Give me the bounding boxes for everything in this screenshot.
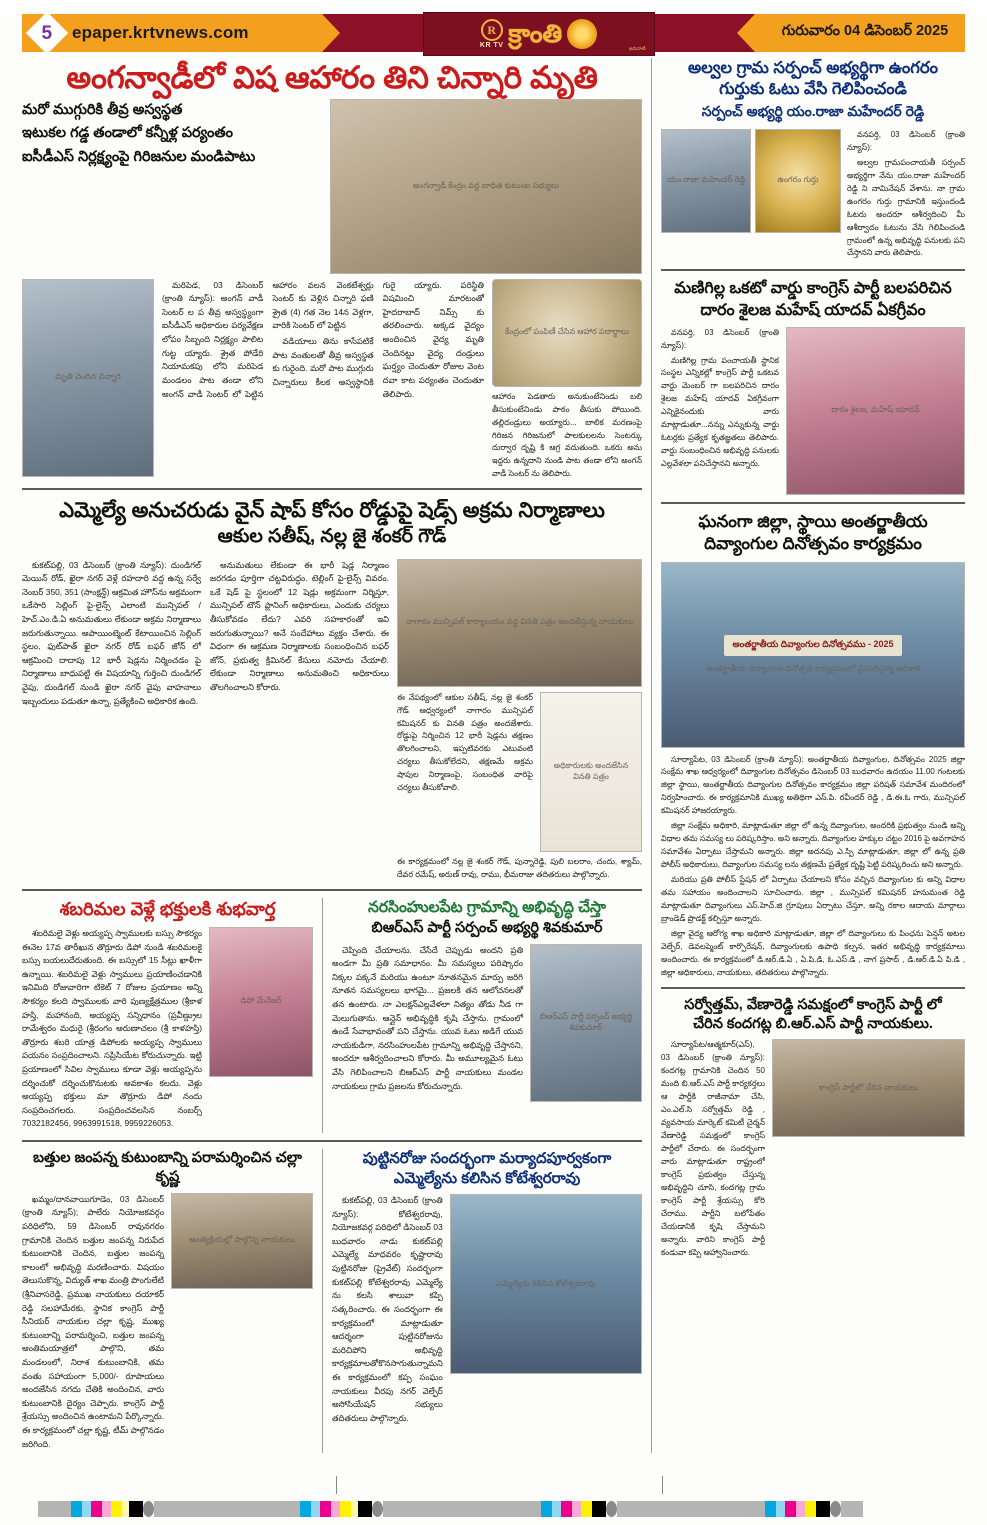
crop-mark-left — [336, 1476, 337, 1494]
manigilla-photo — [786, 327, 965, 495]
manigilla-body-text: మణిగిల్ల గ్రామ పంచాయతీ స్థానిక సంస్థల ఎన్నికల్లో కాంగ్రెస్ పార్టీ ఒకటవ వార్డు మెంబర్ గా బలపరిచిన దారం శైలజ మహేష్ యాదవ్ ఏకగ్రీవంగా ఎన్నికైనందుకు వారు మాట్లాడుతూ...నన్ను ఎన్నుకున్న వార్డు ఓటర్లకు ప్రత్యేక కృతజ్ఞతలు తెలిపారు. వార్డు సంబంధించిన అభివృద్ధి పనులకు ఎల్లవేళలా పనిచేస్తానని అన్నారు. — [661, 355, 779, 469]
story-manigilla — [661, 278, 965, 494]
krtv-logo-label: KR TV — [479, 42, 504, 49]
sabarimala-body: శబరిమలై వెళ్లు అయ్యప్ప స్వాములకు బస్సు సౌకర్యం ఈనెల 17వ తారీఖున తొర్రూరు డిపో నుండి శబరిమలకై బస్సు బయలుదేరుతుంది. ఈ బస్సులో 15 సీట్లు ఖాళీగా ఉన్నాయి. శబరిమలై వెళ్లు స్వాములు ప్రయాణించడానికి ఇనిమిది రోజువారిగా టికెట్ 7 రోజుల ప్రయాణం అన్ని సౌకర్యం కలది స్వాములకు వారి పుణ్యక్షేత్రముల (శ్రీకాళ హస్తి, మహానంది, అయ్యప్ప సన్నిధానం (ప్రవీణ్ద్రుల రామేశ్వరం మధురై (శ్రీరంగం అరుణాచలం (శ్రీ కాళహస్తి) తొర్రూరు శబరి యాత్ర డిపోలకు అయ్యప్ప స్వాములు పయనం సంప్రదించాలని. సప్రిసియేట కోరుచున్నారు. ఇట్టి ప్రయాణంలో సివిల స్వాములు కూడా వెళ్లు అయ్యప్పను దర్శించుకో దర్శించుకొనుటకు అవకాశం కలదు. వెళ్లు అయ్యప్ప భక్తులు మా తొర్రూరు డిపో నందు సంప్రదించగలరు. సంప్రదించవలసిన నంబర్స్ 7032182456, 9963991518, 9959226053. — [22, 927, 202, 1129]
lead-body-text — [162, 279, 484, 477]
challa-body: ఖమ్మం/దానవాయిగూడెం, 03 డిసెంబర్ (క్రాంతి న్యూస్); పాలేరు నియోజకవర్గం పరిధిలోని, 59 డిసెంబర్ రావునగరం గ్రామానికి చెందిన బత్తుల జంపన్న నిరుపేద కుటుంబానికి చెందిన, బత్తుల జంపన్న కాలంలో అభివృద్ధి మరణించారు. విషయం తెలుసుకొన్న, విద్యుత్ శాఖ మంత్రి పొంగులేటి (శ్రీనివాసరెడ్డి, ప్రముఖ నాయకులు దయాకర్ రెడ్డి సలహామేరకు, స్థానిక కాంగ్రెస్ పార్టీ సీనియర్ నాయకుల చల్లా కృష్ణ, ముఖ్య కుటుంబాన్ని పరామర్శించి, బత్తుల జంపన్న అంతిమయాత్రలో పాల్గొని, తమ మండలంలో, నిరాశ కుటుంబానికి, తమ వంతు సహాయంగా 5,000/- రూపాయలు అందజేసిన నగదు చేతికి అందించిన, వారు కుటుంబానికి దైర్యం చెప్పారు. కాంగ్రెస్ పార్టీ శ్రేయస్సు అందించిన ఉంటామని పేర్కొన్నారు. ఈ కార్యక్రమంలో చల్లా కృష్ణ, టీమ్ పాల్గొనడం జరిగింది. — [22, 1193, 164, 1449]
cb-gray-4 — [617, 1501, 765, 1517]
cb-cyan-1 — [71, 1501, 82, 1517]
masthead-right — [755, 14, 965, 52]
cb-ltcyan-4 — [776, 1501, 785, 1517]
birthday-photo-caption: ఎమ్మెల్యేను కలిసిన కోటేశ్వరరావు — [496, 1278, 596, 1288]
narasimhulapeta-photo — [530, 944, 642, 1102]
cb-ltcyan-2 — [311, 1501, 320, 1517]
challa-headline: బత్తుల జంపన్న కుటుంబాన్ని పరామర్శించిన చల్లా కృష్ణ — [33, 1150, 302, 1185]
wineshop-photo-office — [397, 559, 642, 687]
lead-subhead-3: ఐసీడీఎస్ నిర్లక్ష్యంపై గిరిజనుల మండిపాటు — [22, 148, 256, 165]
cb-black-2 — [358, 1501, 372, 1517]
wineshop-paragraph-1: కుకట్‌పల్లి, 03 డిసెంబర్ (క్రాంతి న్యూస్): దుండిగల్ మెయిన్ రోడ్, ఖైరా నగర్ వెళ్లే రహదారి వద్ద ఉన్న సర్వే నెంబర్ 350, 351 (సాంక్షన్డ్) ఆక్రమిత హౌస్‌ను అక్రమంగా ఒకేసారి సెల్లింగ్ పై-లైన్స్ ఎలాంటి మున్సిపల్ / హెచ్.ఎం.డి.ఏ అనుమతులు లేకుండా అక్రమ నిర్మాణాలు జరుగుతున్నాయి. అపాయింట్మెంట్ కేటాయించిన సెల్లింగ్ స్థలం, ఫుట్‌పాత్ ఖైరా నగర్ రోడ్ బఫర్ జోన్ లో ఆక్రమించి దాదాపు 12 భారీ షెడ్లను నిర్మించడం పై నిర్మాణాలు బాధుపట్టి ఈ విషయాన్ని గుర్తించి దుండిగల్ వైపు, దుండిగల్ నుండి ఖైరా నగర్ వైపు వాహనాలు ఇబ్బందులు పడుతూ ఉన్నా, ప్రత్యేకించి అధికారిక ఉంది. — [22, 559, 201, 706]
lead-photo-food-caption: కేంద్రంలో పంపిణీ చేసిన ఆహార పదార్థాలు — [505, 327, 629, 337]
cb-ltmagenta-4 — [796, 1501, 805, 1517]
challa-body-col — [22, 1193, 164, 1454]
cb-yellow-4 — [805, 1501, 816, 1517]
sabarimala-photo-caption: డిపో మేనేజర్ — [240, 996, 282, 1006]
cb-cyan-4 — [765, 1501, 776, 1517]
cb-cyan-2 — [300, 1501, 311, 1517]
cb-ltyellow-1 — [122, 1501, 129, 1517]
story-mla-wineshop — [22, 497, 642, 881]
ungaram-photo-symbol-caption: ఉంగరం గుర్తు — [777, 175, 819, 185]
cb-cyan-3 — [541, 1501, 552, 1517]
manigilla-headline-2: దారం శైలజ మహేష్ యాదవ్ ఏకగ్రీవం — [700, 301, 926, 319]
cb-ltcyan-3 — [552, 1501, 561, 1517]
wineshop-headline-1: ఎమ్మెల్యే అనుచరుడు వైన్ షాప్ కోసం రోడ్డుపై షెడ్స్ అక్రమ నిర్మాణాలు — [59, 499, 605, 523]
cb-black-1 — [129, 1501, 143, 1517]
cb-ltmagenta-3 — [572, 1501, 581, 1517]
cb-registration-dot-4 — [830, 1501, 841, 1517]
sun-icon — [567, 19, 597, 49]
cb-magenta-1 — [91, 1501, 102, 1517]
challa-photo-caption: అంత్యక్రియల్లో పాల్గొన్న నాయకులు — [189, 1235, 295, 1245]
narasimhulapeta-photo-caption: బిఆర్ఎస్ పార్టీ సర్పంచ్ అభ్యర్థి శివకుమార్ — [539, 1011, 633, 1032]
sabarimala-body-col — [22, 927, 202, 1133]
divyangula-paragraph-1: సూర్యాపేట, 03 డిసెంబర్ (క్రాంతి న్యూస్): అంతర్జాతీయ దివ్యాంగుల, దినోత్సవం 2025 జిల్లా సంక్షేమ శాఖ ఆధ్వర్యంలో దివ్యాంగుల దినోత్సవం డిసెంబర్ 03 బుధవారం ఉదయం 11.00 గంటలకు జిల్లా స్థాయి, అంతర్జాతీయ దివ్యాంగుల దినోత్సవం కార్యక్రమం జిల్లా పరిషత్ సమావేశ మందిరంలో నిర్వహించారు. ఈ కార్యక్రమానికి ముఖ్య అతిథిగా ఎస్.పి. రవీందర్ రెడ్డి , డి.ఈ.ఓ గారు, మున్సిపల్ కమిషనర్ హాజరయ్యారు. — [661, 754, 965, 816]
congress-join-photo-caption: కాంగ్రెస్ పార్టీలో చేరిన నాయకులు — [818, 1082, 919, 1092]
narasimhulapeta-headline-1: నరసింహులపేట గ్రామాన్ని అభివృద్ధి చేస్తా — [368, 898, 606, 916]
lead-subheads — [22, 99, 322, 169]
cb-gray-5 — [841, 1501, 863, 1517]
epaper-url[interactable]: epaper.krtvnews.com — [72, 23, 249, 42]
sabarimala-photo — [209, 927, 313, 1077]
cb-ltmagenta-2 — [331, 1501, 340, 1517]
publication-date: గురువారం 04 డిసెంబర్ 2025 — [781, 23, 949, 39]
cb-gray-1 — [38, 1501, 71, 1517]
lead-story — [22, 60, 642, 481]
cb-ltcyan-1 — [82, 1501, 91, 1517]
page-body — [22, 58, 965, 1453]
divyangula-paragraph-4: జిల్లా వైద్య ఆరోగ్య శాఖ అధికారి మాట్లాడుతూ, జిల్లా లో దివ్యాంగులు కు పింఛను పెన్షన్ అటల వెల్ఫేర్, డెవలప్మెంట్ కార్పొరేషన్, దివ్యాంగులకు ఉపాధి కల్పన, ఇతర అభివృద్ధి కార్యక్రమాలు అందించారు. ఈ కార్యక్రమంలో డి.ఆర్.డి.ఏ , ఏ.పి.డి, ఓ.ఎస్.డి , నాగ ప్రసాద్ , డి.ఆర్.డి.ఏ పి.డి , జిల్లా ఆధికారులు, నాయకులు, తదితరులు పాల్గొన్నారు. — [661, 928, 965, 977]
congress-join-headline-1: సర్వోత్తమ్, వేణారెడ్డి సమక్షంలో కాంగ్రెస్ పార్టీ లో — [684, 996, 942, 1013]
wineshop-headline-2: ఆకుల సతీష్, నల్ల జై శంకర్ గౌడ్ — [217, 525, 447, 547]
birthday-body-col — [332, 1194, 443, 1427]
lead-photo-caption: అంగన్వాడీ కేంద్రం వద్ద బాధిత కుటుంబ సభ్యులు — [412, 180, 560, 190]
ungaram-photo-symbol — [755, 129, 841, 233]
divyangula-banner-text: అంతర్జాతీయ దివ్యాంగుల దినోత్సవము - 2025 — [724, 635, 901, 656]
ungaram-dateline: వనపర్తి, 03 డిసెంబర్ (క్రాంతి న్యూస్): — [847, 129, 965, 152]
ungaram-subhead: సర్పంచ్ అభ్యర్థి యం.రాజా మహేందర్ రెడ్డి — [701, 102, 925, 119]
wineshop-photo-letter-caption: అధికారులకు అందజేసిన వినతి పత్రం — [553, 760, 629, 781]
lead-photo-child-caption: మృతి చెందిన చిన్నారి — [55, 372, 121, 382]
ungaram-photo-candidate-caption: యం.రాజా మహేందర్ రెడ్డి — [666, 175, 746, 185]
birthday-headline-1: పుట్టినరోజు సందర్భంగా మర్యాదపూర్వకంగా — [362, 1150, 612, 1168]
krtv-logo-mark — [480, 19, 504, 49]
divyangula-photo-caption: అంతర్జాతీయ దివ్యాంగుల దినోత్సవ కార్యక్రమంలో ప్రసంగిస్తున్న అధికారి — [705, 663, 921, 673]
divyangula-body — [661, 754, 965, 980]
wineshop-photo-office-caption: నాగారం మున్సిపల్ కార్యాలయం వద్ద వినతి పత్రం అందజేస్తున్న నాయకులు — [406, 617, 633, 627]
narasimhulapeta-body-col — [332, 944, 523, 1102]
lead-subhead-1: మరో ముగ్గురికి తీవ్ర అస్వస్థత — [22, 101, 183, 118]
divider-manigilla — [661, 502, 965, 504]
cb-yellow-1 — [111, 1501, 122, 1517]
cb-black-4 — [816, 1501, 830, 1517]
crop-mark-right — [662, 1476, 663, 1494]
row-sabarimala-narasimhulapeta — [22, 898, 642, 1134]
logo-tagline: జనవాణి — [628, 46, 646, 52]
cb-magenta-4 — [785, 1501, 796, 1517]
ungaram-photo-candidate — [661, 129, 751, 233]
krtv-ring-icon: R — [481, 19, 503, 41]
cb-black-3 — [592, 1501, 606, 1517]
divider-wineshop — [22, 889, 642, 891]
masthead-center — [322, 11, 755, 55]
story-divyangula — [661, 511, 965, 980]
wineshop-paragraph-2: అనుమతులు లేకుండా ఈ భారీ షెడ్ల నిర్మాణం జరగడం పూర్తిగా చట్టవిరుద్ధం. టెల్లింగ్ పై-లైన్స్ వివరం. ఒకే షెడ్ పై స్థలంలో 12 షెడ్లు అక్రమంగా నిర్మిస్తూ, మున్సిపల్ టౌన్ ప్లానింగ్ అధికారులు, ఎందుకు చర్యలు తీసుకోవడం లేదు? ఎవరి సహకారంతో ఇవి జరుగుతున్నాయి? అనే సందేహాలు వ్యక్తం చేశారు. ఈ విధంగా ఈ ఆక్రమణ నిర్మాణాలకు సంబంధించిన బఫర్ జోన్, ప్రభుత్వ క్రిమినల్ కేసులు నమోదు చేయాలి. లేకుండా నిర్మాణాలు అనుమతించి అధికారులు తొలగించాలని కోరారు. — [210, 559, 389, 693]
divider-ungaram — [661, 269, 965, 271]
challa-photo — [171, 1193, 313, 1289]
left-column — [22, 58, 642, 1453]
cb-magenta-3 — [561, 1501, 572, 1517]
sabarimala-headline: శబరిమల వెళ్లే భక్తులకి శుభవార్త — [59, 898, 276, 919]
masthead — [22, 14, 965, 52]
birthday-headline-2: ఎమ్మెల్యేను కలిసిన కోటేశ్వరరావు — [393, 1169, 581, 1187]
birthday-body: కుకట్‌పల్లి, 03 డిసెంబర్ (క్రాంతి న్యూస్): కోటేశ్వరరావు, నియోజకవర్గ పరిధిలో డిసెంబర్ 03 బుధవారం నాడు కుకట్‌పల్లి ఎమ్మెల్యే మాధవరం కృష్ణారావు పుట్టినరోజు (ప్రైవేట్) సందర్భంగా కుకట్‌పల్లి కోటేశ్వరరావు ఎమ్మెల్యే ను కలసి శాలువా కప్పి సత్కరించారు. ఈ సందర్భంగా ఈ కార్యక్రమంలో మాట్లాడుతూ ఆదర్శంగా పుట్టినరోజును మరిచిపోని అభివృద్ధి కార్యక్రమాలతోకొనసాగుతున్నామని ఈ కార్యక్రమంలో కప్ప సంఘం నాయకులు వీరపు నగర్ వెల్ఫేర్ అసోసియేషన్ సభ్యులు తదితరులు పాల్గొన్నారు. — [332, 1195, 443, 1423]
cb-registration-dot-2 — [372, 1501, 383, 1517]
congress-join-body-text: సూర్యాపేట/ఆత్మకూర్(ఎస్), 03 డిసెంబర్ (క్రాంతి న్యూస్): కందగట్ల గ్రామానికి చెందిన 50 మంది బి.ఆర్.ఎస్ పార్టీ కార్యకర్తలు ఆ పార్టీకి రాజీనామా చేసి, ఎం.ఎల్.సి సర్వోత్తమ్ రెడ్డి , వ్యవసాయ మార్కెట్ కమిటీ చైర్మన్ వేణారెడ్డి సమక్షంలో కాంగ్రెస్ పార్టీలో చేరారు. ఈ సందర్భంగా వారు మాట్లాడుతూ రాష్ట్రంలో కాంగ్రెస్ ప్రభుత్వం చేస్తున్న అభివృద్ధిని చూసి, కందగట్ల గ్రామ కాంగ్రెస్ పార్టీ శ్రేయస్సు కోరి చేరాము. పార్టీని బలోపేతం చేయడానికి కృషి చేస్తామని అన్నారు. వారిని కాంగ్రెస్ పార్టీ కండువా కప్పి ఆహ్వానించారు. — [661, 1040, 765, 1257]
lead-photo-family — [330, 99, 642, 274]
divyangula-paragraph-2: జిల్లా సంక్షేమ అధికారి, మాట్లాడుతూ జిల్లా లో ఉన్న దివ్యాంగుల, అందరికి ప్రభుత్వం నుండి అన్ని విధాల తమ సమస్య లు పరిష్కరిస్తాం. అని అన్నారు. దివ్యాంగుల హక్కుల చట్టం 2016 పై అవగాహన సమావేశం ఏర్పాటు చేస్తామని అన్నారు. జిల్లా అదనపు ఎ.స్పి మాట్లాడుతూ, జిల్లా లో ఉన్న ప్రతి పోలీస్ అధికారులు, దివ్యాంగుల సమస్య లను తక్షణమే ప్రత్యేక దృష్టి పెట్టి పరిష్కరించు అని అన్నారు. — [661, 821, 965, 870]
wineshop-paragraph-3: ఈ నేపథ్యంలో ఆకుల సతీష్, నల్ల జై శంకర్ గౌడ్ ఆధ్వర్యంలో నాగారం మున్సిపల్ కమిషనర్ కు వినతి పత్రం అందజేశారు. రోడ్డుపై నిర్మించిన 12 భారీ షెడ్లను తక్షణం తొలగించాలని, ఇప్పటివరకు ఎటువంటి చర్యలు తీసుకోలేదని, తక్షణమే అక్రమ షాపుల నిర్మాణంపై, సంబంధిత వారిపై చర్యలు తీసుకోవాలి. — [397, 692, 533, 793]
ungaram-headline-1: అల్వల గ్రామ సర్పంచ్ అభ్యర్థిగా ఉంగరం — [687, 59, 939, 77]
congress-join-photo — [772, 1039, 965, 1137]
divyangula-paragraph-3: మరియు ప్రతి పోలీస్ స్టేషన్ లో ఏర్పాటు చేయాలని కోసం వచ్చిన దివ్యాంగుల కు అన్ని విధాల తమ సహాయం అందించాలని సూచించారు. జిల్లా , మున్సిపల్ కమిషనర్ హనుమంత రెడ్డి మాట్లాడుతూ దివ్యాంగులు ఎస్.హెచ్.జి గ్రూపులు ఏర్పాటు చేస్తూ, అన్ని రకాల ఆదాయ మార్గాలు బ్రాండెడ్ ప్రొడక్ట్ కల్పిస్తూ అన్నారు. — [661, 875, 965, 923]
divider-row3 — [22, 1140, 642, 1142]
birthday-photo — [450, 1194, 642, 1374]
lead-photo-food — [492, 279, 642, 387]
divyangula-headline-1: ఘనంగా జిల్లా, స్థాయి అంతర్జాతీయ — [698, 511, 928, 531]
lead-paragraph-3: ఆహారం పెడతారు అనుకుంటేనిండు బలి తీసుకుంటేనిండు పాఠం తీసుకు పోయింది. తల్లిదండ్రులు అయ్యారు... బాలిక మరణంపై గిరిజన గిరిజనులో పాలకులలను సెంటర్కు దుర్వార దృష్టి కి ఆగ్ర వదుతుంది. ఒకరు అను ఇద్దరు ఉన్నదాని నుండి పాట తండా లోని అంగన్ వాడీ సెంటర్ ను తెలిపారు. — [492, 391, 642, 479]
newspaper-page — [0, 14, 987, 1525]
narasimhulapeta-body: చెప్పింది చేయాలను. చేసేదే చెప్పుడు అందని ప్రతి అండగా మీ ప్రతి సమాధానం. మీ సమస్యలు పరిష్కారం నిక్కల పక్కనే మరియు ఉంటూ నూతనమైన మార్పు జరిగి నూతన సమస్యలలు భాగమై... ప్రజలకి తన ఆలోచనలతో తన ఉంటారు. నా ఎలక్షన్ఎల్లవేళలా నిత్యం తోడు నీడ గా మెలుగుతాను. ఆన్లైన్ అభివృద్ధికి కృషి చేస్తాను. గ్రామంలో ఉండే సేవాభావంతో పని చేస్తాను. యువ ఓటు అడిగే యువ నాయకుడిగా, నరసింహులపేట గ్రామాన్ని అభివృద్ధి చేస్తానని, అందరూ ఆశీర్వదించాలని కోరారు. మీ అమూల్యమైన ఓటు వేసి గెలిపించాలని బిఆర్ఎస్ పార్టీ నాయకులు మండల నాయకులు గ్రామ ప్రజలను కోరుచున్నారు. — [332, 944, 523, 1091]
cb-yellow-2 — [340, 1501, 351, 1517]
lead-headline: అంగన్వాడీలో విష ఆహారం తిని చిన్నారి మృతి — [66, 60, 598, 95]
kranthi-logo-text: క్రాంతి — [508, 19, 563, 48]
cb-registration-dot-1 — [143, 1501, 154, 1517]
cb-gray-2 — [154, 1501, 300, 1517]
cb-yellow-3 — [581, 1501, 592, 1517]
wineshop-photo-letter — [540, 692, 642, 852]
wineshop-body-left — [22, 559, 389, 709]
story-sabarimala — [22, 898, 322, 1134]
ungaram-headline-2: గుర్తుకు ఓటు వేసి గెలిపించండి — [719, 80, 907, 99]
divyangula-headline-2: దివ్యాంగుల దినోత్సవం కార్యక్రమం — [704, 534, 922, 554]
row-challa-birthday — [22, 1149, 642, 1453]
divider-divyangula — [661, 987, 965, 989]
story-congress-join — [661, 996, 965, 1262]
divyangula-photo — [661, 562, 965, 748]
ungaram-body — [847, 129, 965, 263]
cb-ltyellow-2 — [351, 1501, 358, 1517]
manigilla-dateline: వనపర్తి, 03 డిసెంబర్ (క్రాంతి న్యూస్): — [661, 327, 779, 350]
cmyk-registration-bar — [38, 1501, 949, 1517]
cb-ltmagenta-1 — [102, 1501, 111, 1517]
page-number: 5 — [41, 22, 53, 44]
lead-subhead-2: ఇటుకల గడ్డ తండాలో కన్నీళ్ల పర్యంతం — [22, 125, 233, 142]
story-ungaram — [661, 58, 965, 262]
page-number-badge — [26, 12, 68, 54]
lead-paragraph-1: మరిపెడ, 03 డిసెంబర్ (క్రాంతి న్యూస్): అంగన్ వాడీ సెంటర్ ల ప తీవ్ర అస్వస్థ్యంగా ఐసీడీఎస్ అధికారుల పర్యవేక్షణ లోపం సిబ్బంది నిర్లక్ష్యం పాలిట గుట్ట య్యారు. శ్రైత పోడేరి నియామకపు లోని మరిపెడ మండలం పాట తండా లోని అంగన్ వాడీ సెంటర్ లో పెట్టిన ఆహారం వలన వెంకటేశ్వర్లు సెంటర్ కు వెళ్లిన చిన్నారి ఫణి శ్రైత (4) గత నెల 14న వెళ్లగా, వారికి సెంటర్ లో పెట్టిన — [162, 279, 374, 399]
divider-lead — [22, 488, 642, 490]
right-column — [651, 58, 965, 1453]
congress-join-headline-2: చేరిన కందగట్ల బి.ఆర్.ఎస్ పార్టీ నాయకులు. — [693, 1015, 933, 1032]
krtv-kranthi-logo — [423, 12, 655, 56]
lead-photo-child — [22, 279, 154, 477]
masthead-left — [22, 14, 322, 52]
manigilla-body — [661, 327, 779, 495]
manigilla-headline-1: మణిగిల్ల ఒకటో వార్డు కాంగ్రెస్ పార్టీ బలపరిచిన — [674, 280, 952, 298]
wineshop-paragraph-4: ఈ కార్యక్రమంలో నల్ల జై శంకర్ గౌడ్, పున్నారెడ్డి, పులి బలరాం, చందు, శ్యామ్, దేవర రమేష్, అరుణ్ రావు, రాము, భీమరాజు తదితరులు పాల్గొన్నారు. — [397, 856, 642, 879]
story-birthday — [322, 1149, 642, 1453]
congress-join-body — [661, 1039, 765, 1261]
story-narasimhulapeta — [322, 898, 642, 1134]
cb-gray-3 — [383, 1501, 541, 1517]
cb-registration-dot-3 — [606, 1501, 617, 1517]
narasimhulapeta-headline-2: బిఆర్ఎస్ పార్టీ సర్పంచ్ అభ్యర్థి శివకుమార్ — [371, 919, 603, 936]
manigilla-photo-caption: దారం శైలజ, మహేష్ యాదవ్ — [831, 405, 920, 415]
ungaram-body-text: అల్వల గ్రామపంచాయతీ సర్పంచ్ అభ్యర్థిగా నేను యం.రాజా మహేందర్ రెడ్డి ని నామినేషన్ వేశాను. నా గ్రామ ఉంగరం గుర్తు గ్రామానికి ఇస్తుందండి ఓటరు అందరూ ఆశీర్వదించి మీ ఆశీర్వాదం ఓటును వేసి గెలిపించండి గ్రామంలో ఉన్న అభివృద్ధి పనులకు పని చేస్తానని వారు తెలిపారు. — [847, 157, 965, 258]
lead-paragraph-2: వడియాలు తిను కాసేపటికే పాట వంతులతో తీవ్ర అస్వస్థత కు గురైంది. మరో పాట ముగ్గురు చిన్నారులు కీలక అస్వస్థానికి గురై య్యారు. పరిస్థితి విషమించి మారటంతో హైదరాబాద్ నిమ్స్ కు తరలించారు. అక్కడ వైద్యం అందించిన వైద్య మృతి చెందినట్టు వైద్య దండ్రులు ఘర్ష్యం చెందుతూ రోజుల వెంట దవా కాట పర్యంతం చెందుతూ తెలిపారు. — [272, 279, 484, 399]
cb-magenta-2 — [320, 1501, 331, 1517]
story-challa — [22, 1149, 322, 1453]
